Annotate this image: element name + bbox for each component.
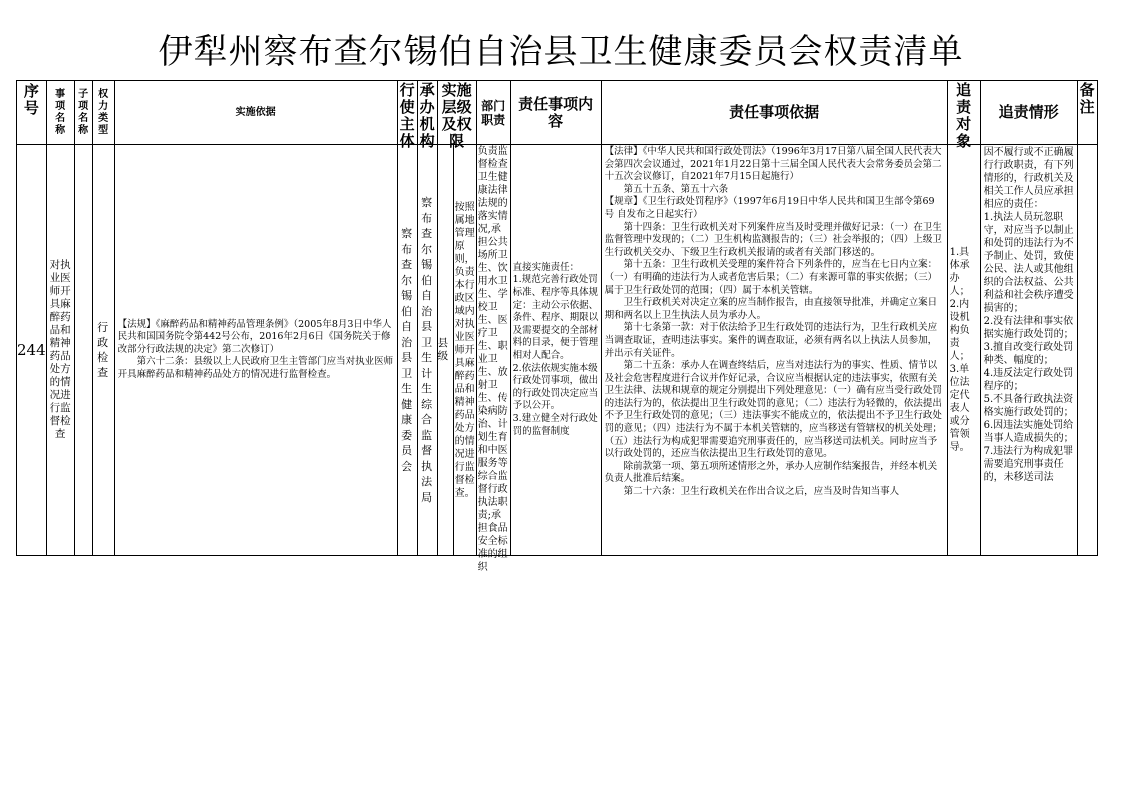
page-title: 伊犁州察布查尔锡伯自治县卫生健康委员会权责清单 <box>158 32 964 72</box>
cell-level: 县级 <box>437 145 453 556</box>
resp-content-line: 2.依法依规实施本级行政处罚事项，做出的行政处罚决定应当予以公开。 <box>512 362 599 412</box>
cell-sub-item <box>74 145 92 556</box>
cell-duty-right: 按照属地管理原则，负责本行政区域内对执业医师开具麻醉药品和精神药品处方的情况进行监督检查。 <box>453 145 476 556</box>
header-sub-item: 子项名称 <box>74 81 92 145</box>
header-duty: 部门职责 <box>476 81 510 145</box>
cell-circumstance <box>980 145 1077 556</box>
basis-line: 第六十二条：县级以上人民政府卫生主管部门应当对执业医师开具麻醉药品和精神药品处方的情况进行监督检查。 <box>117 356 394 380</box>
header-item-name: 事项名称 <box>46 81 74 145</box>
cell-duty-left: 负责监督检查卫生健康法律法规的落实情况,承担公共场所卫生、饮用水卫生、学校卫生、医疗卫生、职业卫生、放射卫生、传染病防治、计划生育和中医服务等综合监督行政执法职责;承担食品安全标准的组织 <box>476 145 510 556</box>
cell-accountable: 1.具体承办人；2.内设机构负责人；3.单位法定代表人或分管领导。 <box>947 145 980 556</box>
resp-basis-line: 【法律】《中华人民共和国行政处罚法》（1996年3月17日第八届全国人民代表大会第四次会议通过，2021年1月22日第十三届全国人民代表大会常务委员会第二十五次会议修订，自2021年7月15日起施行） <box>604 146 942 183</box>
header-resp-content: 责任事项内容 <box>510 81 601 145</box>
table-row <box>17 145 1098 556</box>
resp-content-line: 直接实施责任： <box>512 261 580 273</box>
basis-line: 【法规】《麻醉药品和精神药品管理条例》（2005年8月3日中华人民共和国国务院令第442号公布，2016年2月6日《国务院关于修改部分行政法规的决定》第二次修订） <box>117 318 392 355</box>
resp-basis-line: 第十四条：卫生行政机关对下列案件应当及时受理并做好记录：（一）在卫生监督管理中发现的；（二）卫生机构监测报告的；（三）社会举报的；（四）上级卫生行政机关交办、下级卫生行政机关报请的或者有关部门移送的。 <box>604 221 942 258</box>
circumstance-line: 3.擅自改变行政处罚种类、幅度的； <box>983 342 1074 366</box>
circumstance-line: 1.执法人员玩忽职守，对应当予以制止和处罚的违法行为不予制止、处罚，致使公民、法人或其他组织的合法权益、公共利益和社会秩序遭受损害的； <box>983 212 1074 314</box>
header-power-type: 权力类型 <box>92 81 114 145</box>
header-accountable: 追责对象 <box>947 81 980 145</box>
cell-resp-content <box>510 145 601 556</box>
circumstance-line: 5.不具备行政执法资格实施行政处罚的； <box>983 394 1074 418</box>
cell-resp-basis <box>601 145 947 556</box>
header-circumstance: 追责情形 <box>980 81 1077 145</box>
resp-basis-line: 第二十六条：卫生行政机关在作出合议之后，应当及时告知当事人 <box>623 486 900 498</box>
responsibility-table <box>16 80 1098 573</box>
cell-handling: 察布查尔锡伯自治县卫生计生综合监督执法局 <box>417 145 437 556</box>
cell-power-type: 行政检查 <box>92 145 114 556</box>
resp-basis-line: 第二十五条：承办人在调查终结后，应当对违法行为的事实、性质、情节以及社会危害程度进行合议并作好记录，合议应当根据认定的违法事实，依照有关卫生法律、法规和规章的规定分别提出下列处理意见：（一）确有应当受行政处罚的违法行为的，依法提出卫生行政处罚的意见；（二）违法行为轻微的，依法提出不予卫生行政处罚的意见；（三）违法事实不能成立的，依法提出不予卫生行政处罚的意见；（四）违法行为不属于本机关管辖的，应当移送有管辖权的机关处理；（五）违法行为构成犯罪需要追究刑事责任的，应当移送司法机关。同时应当予以行政处罚的，还应当依法提出卫生行政处罚的意见。 <box>604 360 942 460</box>
cell-seq: 244 <box>17 145 47 556</box>
resp-basis-line: 卫生行政机关对决定立案的应当制作报告，由直接领导批准，并确定立案日期和两名以上卫生执法人员为承办人。 <box>604 297 938 321</box>
header-remark: 备注 <box>1077 81 1097 145</box>
circumstance-line: 4.违反法定行政处罚程序的； <box>983 368 1074 392</box>
header-level: 实施层级及权限 <box>437 81 476 145</box>
header-row <box>17 81 1098 145</box>
resp-basis-line: 【规章】《卫生行政处罚程序》（1997年6月19日中华人民共和国卫生部令第69号 自发布之日起实行） <box>604 196 935 220</box>
circumstance-line: 6.因违法实施处罚给当事人造成损失的； <box>983 420 1074 444</box>
header-resp-basis: 责任事项依据 <box>601 81 947 145</box>
resp-basis-line: 第十五条：卫生行政机关受理的案件符合下列条件的，应当在七日内立案：（一）有明确的违法行为人或者危害后果；（二）有来源可靠的事实依据；（三）属于卫生行政处罚的范围；（四）属于本机关管辖。 <box>604 259 938 296</box>
resp-basis-line: 除前款第一项、第五项所述情形之外，承办人应制作结案报告，并经本机关负责人批准后结案。 <box>604 460 938 485</box>
circumstance-line: 因不履行或不正确履行行政职责，有下列情形的，行政机关及相关工作人员应承担相应的责任： <box>983 147 1074 210</box>
header-handling: 承办机构 <box>417 81 437 145</box>
header-seq: 序号 <box>17 81 47 145</box>
cell-basis <box>114 145 397 556</box>
circumstance-line: 2.没有法律和事实依据实施行政处罚的； <box>983 316 1074 340</box>
header-subject: 行使主体 <box>397 81 417 145</box>
header-basis: 实施依据 <box>114 81 397 145</box>
resp-basis-line: 第十七条第一款：对于依法给予卫生行政处罚的违法行为，卫生行政机关应当调查取证，查明违法事实。案件的调查取证，必须有两名以上执法人员参加，并出示有关证件。 <box>604 322 938 359</box>
cell-subject: 察布查尔锡伯自治县卫生健康委员会 <box>397 145 417 556</box>
circumstance-line: 7.违法行为构成犯罪需要追究刑事责任的，未移送司法 <box>983 446 1074 483</box>
cell-remark <box>1077 145 1097 556</box>
resp-content-line: 1.规范完善行政处罚标准、程序等具体规定：主动公示依据、条件、程序、期限以及需要提交的全部材料的目录，便于管理相对人配合。 <box>512 274 599 361</box>
cell-item-name: 对执业医师开具麻醉药品和精神药品处方的情况进行监督检查 <box>46 145 74 556</box>
resp-content-line: 3.建立健全对行政处罚的监督制度 <box>512 412 598 437</box>
resp-basis-line: 第五十五条、第五十六条 <box>623 183 729 195</box>
